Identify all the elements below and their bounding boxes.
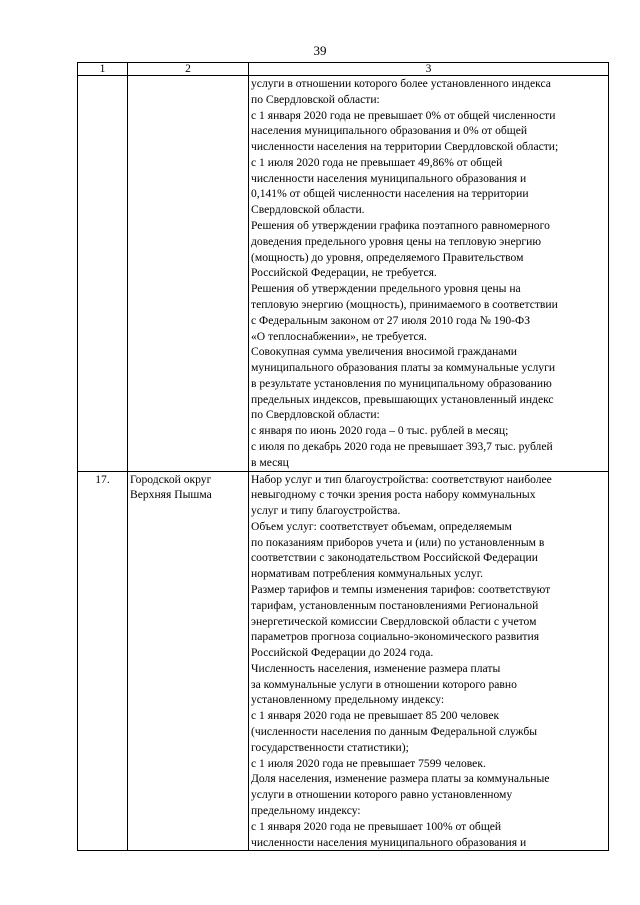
text-line: Свердловской области. bbox=[251, 203, 365, 217]
text-line: соответствии с законодательством Российской Федерации bbox=[251, 551, 538, 565]
text-line: муниципального образования платы за коммунальные услуги bbox=[251, 361, 556, 375]
text-line: по Свердловской области: bbox=[251, 92, 380, 106]
text-line: Размер тарифов и темпы изменения тарифов: соответствуют bbox=[251, 583, 551, 596]
description-cell bbox=[249, 471, 609, 851]
table-row bbox=[78, 471, 609, 851]
text-line: с 1 января 2020 года не превышает 100% от общей bbox=[251, 819, 502, 833]
text-line: с 1 июля 2020 года не превышает 49,86% от общей bbox=[251, 155, 503, 169]
text-line: доведения предельного уровня цены на тепловую энергию bbox=[251, 234, 542, 248]
text-line: (мощность) до уровня, определяемого Правительством bbox=[251, 250, 524, 264]
text-line: Решения об утверждении графика поэтапного равномерного bbox=[251, 219, 550, 233]
text-line: по показаниям приборов учета и (или) по установленным в bbox=[251, 535, 545, 549]
text-line: с июля по декабрь 2020 года не превышает 393,7 тыс. рублей bbox=[251, 439, 553, 453]
text-line: Набор услуг и тип благоустройства: соответствуют наиболее bbox=[251, 472, 552, 486]
text-line: с Федеральным законом от 27 июля 2010 года № 190-ФЗ bbox=[251, 313, 531, 327]
page-number: 39 bbox=[313, 43, 327, 58]
municipality-cell bbox=[128, 471, 249, 851]
header-col-1: 1 bbox=[78, 63, 128, 76]
description-cell bbox=[249, 76, 609, 472]
text-line: предельному индексу: bbox=[251, 803, 361, 817]
text-line: в результате установления по муниципальному образованию bbox=[251, 376, 552, 390]
text-line: численности населения муниципального образования и bbox=[251, 835, 527, 849]
header-col-2: 2 bbox=[128, 63, 249, 76]
text-line: 0,141% от общей численности населения на территории bbox=[251, 187, 529, 201]
header-col-3: 3 bbox=[249, 63, 609, 76]
text-line: с 1 января 2020 года не превышает 0% от общей численности bbox=[251, 108, 556, 122]
text-line: услуги в отношении которого более установленного индекса bbox=[251, 77, 551, 90]
text-line: населения муниципального образования и 0% от общей bbox=[251, 124, 528, 138]
text-line: государственности статистики); bbox=[251, 740, 409, 754]
text-line: (численности населения по данным Федеральной службы bbox=[251, 725, 538, 739]
text-line: с 1 января 2020 года не превышает 85 200 человек bbox=[251, 709, 500, 723]
text-line: Российской Федерации, не требуется. bbox=[251, 266, 437, 280]
table-row bbox=[78, 76, 609, 472]
row-number: 17. bbox=[78, 471, 128, 851]
text-line: с января по июнь 2020 года – 0 тыс. рублей в месяц; bbox=[251, 424, 509, 438]
data-table bbox=[77, 62, 609, 851]
text-line: услуг и типу благоустройства. bbox=[251, 504, 401, 518]
text-line: энергетической комиссии Свердловской области с учетом bbox=[251, 614, 537, 628]
municipality-cell bbox=[128, 76, 249, 472]
text-line: Верхняя Пышма bbox=[130, 488, 212, 502]
text-line: установленному предельному индексу: bbox=[251, 693, 445, 707]
text-line: Численность населения, изменение размера платы bbox=[251, 661, 501, 675]
text-line: Совокупная сумма увеличения вносимой гражданами bbox=[251, 345, 517, 359]
text-line: Объем услуг: соответствует объемам, определяемым bbox=[251, 519, 512, 533]
text-line: по Свердловской области: bbox=[251, 408, 380, 422]
text-line: услуги в отношении которого равно установленному bbox=[251, 788, 513, 802]
text-line: с 1 июля 2020 года не превышает 7599 человек. bbox=[251, 756, 486, 770]
text-line: тарифам, установленным постановлениями Региональной bbox=[251, 598, 539, 612]
text-line: «О теплоснабжении», не требуется. bbox=[251, 329, 427, 343]
text-line: численности населения муниципального образования и bbox=[251, 171, 527, 185]
text-line: параметров прогноза социально-экономического развития bbox=[251, 630, 540, 644]
row-number bbox=[78, 76, 128, 472]
text-line: за коммунальные услуги в отношении которого равно bbox=[251, 677, 517, 691]
text-line: в месяц bbox=[251, 455, 289, 469]
text-line: невыгодному с точки зрения роста набору коммунальных bbox=[251, 488, 536, 502]
text-line: Доля населения, изменение размера платы за коммунальные bbox=[251, 772, 550, 786]
text-line: тепловую энергию (мощность), принимаемого в соответствии bbox=[251, 297, 558, 311]
text-line: численности населения на территории Свердловской области; bbox=[251, 140, 559, 154]
text-line: Российской Федерации до 2024 года. bbox=[251, 646, 434, 660]
text-line: нормативам потребления коммунальных услуг. bbox=[251, 567, 484, 581]
text-line: предельных индексов, превышающих установленный индекс bbox=[251, 392, 554, 406]
text-line: Решения об утверждении предельного уровня цены на bbox=[251, 282, 521, 296]
header-row bbox=[78, 63, 609, 76]
text-line: Городской округ bbox=[130, 472, 212, 486]
